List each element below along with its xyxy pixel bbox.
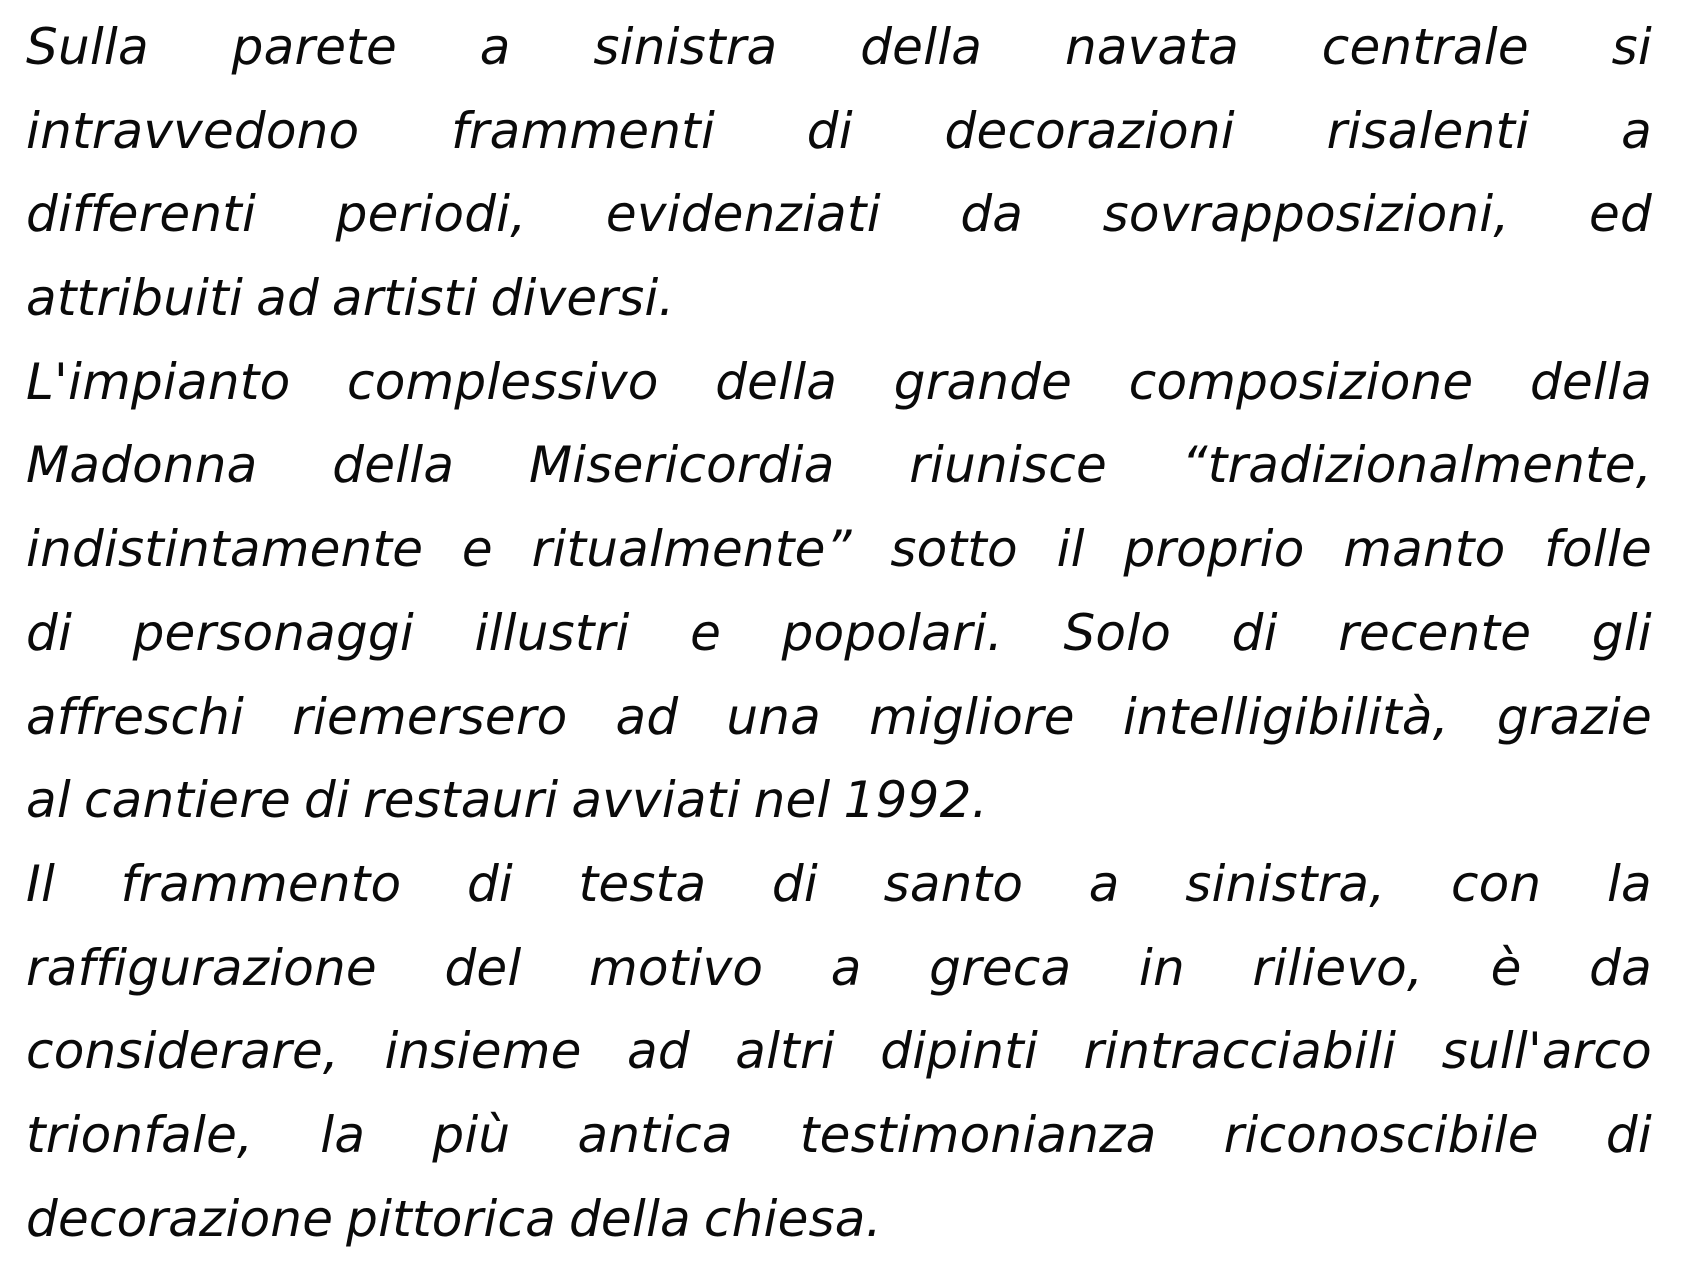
word: folle [1544, 520, 1652, 579]
word: trionfale, [26, 1105, 254, 1164]
word: Solo [1063, 603, 1172, 662]
text-line [26, 90, 1652, 174]
word: da [1589, 938, 1652, 997]
word: composizione [1128, 352, 1474, 411]
text-line [26, 1010, 1652, 1094]
word: parete [231, 18, 397, 76]
word: insieme [384, 1022, 582, 1081]
word: si [1611, 18, 1652, 76]
word: a [830, 938, 862, 997]
paragraph-2 [26, 341, 1652, 843]
word: Madonna [26, 436, 258, 495]
word: risalenti [1326, 101, 1530, 160]
word: riemersero [292, 687, 568, 746]
text-line [26, 1094, 1652, 1178]
word: a [1088, 854, 1120, 913]
word: frammenti [451, 101, 716, 160]
word: 1992. [843, 771, 988, 830]
word: Il [26, 854, 56, 913]
word: diversi. [490, 269, 675, 328]
word: ritualmente” [531, 520, 852, 579]
text-line [26, 257, 1652, 341]
text-line [26, 508, 1652, 592]
word: di [771, 854, 818, 913]
word: di [466, 854, 513, 913]
word: indistintamente [26, 520, 424, 579]
word: nel [753, 771, 831, 830]
word: di [1231, 603, 1278, 662]
word: a [479, 18, 511, 76]
word: a [1621, 101, 1652, 160]
word: testa [578, 854, 707, 913]
word: santo [883, 854, 1024, 913]
word: considerare, [26, 1022, 340, 1081]
word: artisti [331, 269, 478, 328]
word: di [1605, 1105, 1652, 1164]
word: al [26, 771, 71, 830]
text-line [26, 1178, 1652, 1261]
word: navata [1064, 18, 1239, 76]
word: della [715, 352, 838, 411]
word: e [461, 520, 493, 579]
text-line [26, 592, 1652, 676]
word: grande [893, 352, 1073, 411]
word: ad [627, 1022, 690, 1081]
word: differenti [26, 185, 257, 244]
word: sull'arco [1441, 1022, 1652, 1081]
text-line [26, 759, 1652, 843]
word: più [432, 1105, 511, 1164]
text-line [26, 6, 1652, 90]
word: rilievo, [1252, 938, 1424, 997]
word: della [332, 436, 455, 495]
word: riconoscibile [1223, 1105, 1539, 1164]
word: riunisce [909, 436, 1107, 495]
word: affreschi [26, 687, 245, 746]
word: avviati [571, 771, 741, 830]
word: rintracciabili [1083, 1022, 1397, 1081]
word: testimonianza [799, 1105, 1157, 1164]
word: personaggi [132, 603, 414, 662]
word: di [303, 771, 350, 830]
word: Sulla [26, 18, 149, 76]
word: il [1056, 520, 1085, 579]
word: sotto [890, 520, 1018, 579]
text-line [26, 341, 1652, 425]
word: greca [929, 938, 1072, 997]
word: manto [1343, 520, 1506, 579]
word: antica [577, 1105, 733, 1164]
text-line [26, 843, 1652, 927]
word: cantiere [83, 771, 291, 830]
word: migliore [869, 687, 1075, 746]
word: complessivo [347, 352, 659, 411]
word: “tradizionalmente, [1181, 436, 1652, 495]
word: della [860, 18, 983, 76]
word: illustri [474, 603, 630, 662]
paragraph-3 [26, 843, 1652, 1261]
text-line [26, 927, 1652, 1011]
word: frammento [120, 854, 402, 913]
word: e [690, 603, 722, 662]
word: di [26, 603, 73, 662]
word: centrale [1321, 18, 1529, 76]
word: restauri [362, 771, 559, 830]
word: decorazione [26, 1189, 334, 1248]
word: attribuiti [26, 269, 244, 328]
word: una [726, 687, 821, 746]
text-line [26, 173, 1652, 257]
word: sovrapposizioni, [1102, 185, 1510, 244]
word: recente [1338, 603, 1532, 662]
word: intravvedono [26, 101, 360, 160]
word: grazie [1496, 687, 1652, 746]
word: in [1138, 938, 1185, 997]
word: ad [256, 269, 319, 328]
word: sinistra [593, 18, 778, 76]
word: intelligibilità, [1122, 687, 1449, 746]
word: periodi, [335, 185, 527, 244]
word: della [568, 1189, 691, 1248]
word: della [1530, 352, 1652, 411]
word: con [1450, 854, 1542, 913]
word: di [806, 101, 853, 160]
word: decorazioni [944, 101, 1235, 160]
word: è [1490, 938, 1522, 997]
word: popolari. [781, 603, 1003, 662]
word: la [1606, 854, 1652, 913]
word: ed [1589, 185, 1652, 244]
paragraph-1 [26, 6, 1652, 341]
document-page [26, 6, 1652, 1254]
word: gli [1591, 603, 1652, 662]
word: L'impianto [26, 352, 291, 411]
word: sinistra, [1185, 854, 1386, 913]
word: del [444, 938, 522, 997]
word: altri [735, 1022, 835, 1081]
word: raffigurazione [26, 938, 377, 997]
text-line [26, 424, 1652, 508]
word: ad [615, 687, 679, 746]
word: chiesa. [703, 1189, 882, 1248]
word: da [960, 185, 1024, 244]
word: pittorica [346, 1189, 556, 1248]
word: dipinti [880, 1022, 1039, 1081]
text-line [26, 676, 1652, 760]
word: la [320, 1105, 366, 1164]
word: proprio [1123, 520, 1305, 579]
word: Misericordia [528, 436, 835, 495]
word: evidenziati [605, 185, 881, 244]
word: motivo [589, 938, 764, 997]
